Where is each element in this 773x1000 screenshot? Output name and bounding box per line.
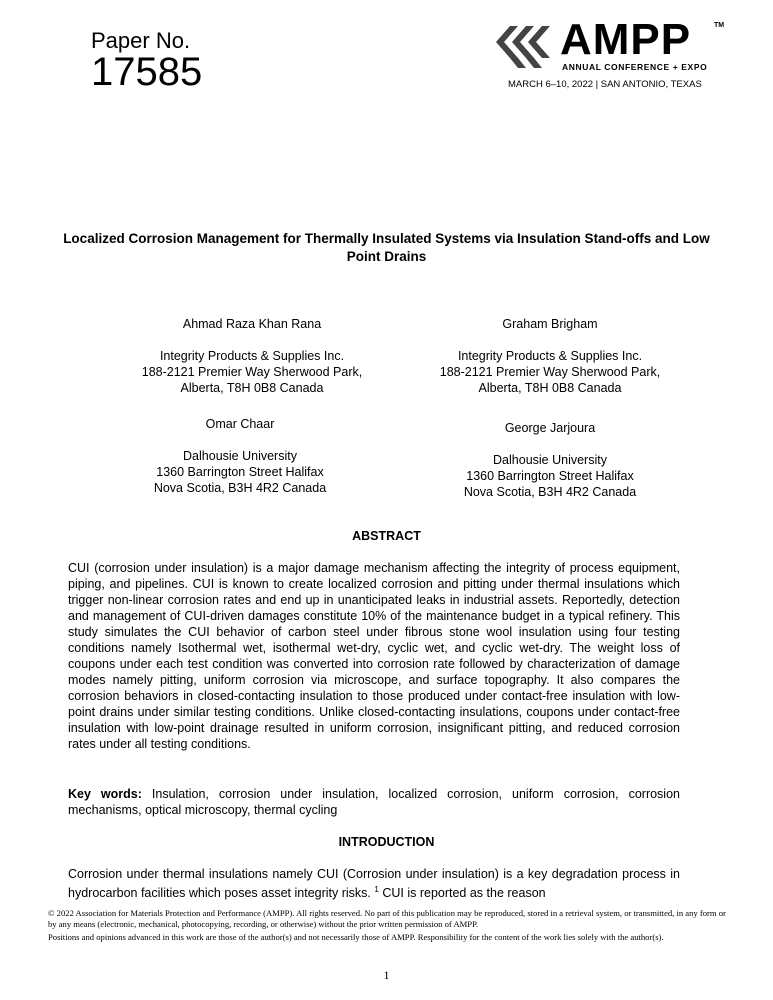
introduction-heading: INTRODUCTION — [338, 835, 435, 849]
author-affiliation — [100, 448, 380, 496]
disclaimer-notice: Positions and opinions advanced in this work are those of the author(s) and not necessarily those of AMPP. Responsibility for the content of the work lies solely with the author(s). — [48, 932, 664, 942]
author-name: George Jarjoura — [504, 421, 596, 435]
copyright-notice: © 2022 Association for Materials Protection and Performance (AMPP). All rights reserved. No part of this publication may be reproduced, stored in a retrieval system, or transmitted, in any form or by any means (electronic, mechanical, photocopying, recording, or otherwise) without the prior written permission of AMPP. — [48, 908, 726, 929]
author-name: Graham Brigham — [502, 317, 598, 331]
abstract-heading: ABSTRACT — [352, 529, 421, 543]
introduction-text — [68, 866, 680, 901]
author-block — [410, 420, 690, 500]
author-block — [112, 316, 392, 396]
keywords — [68, 786, 680, 818]
affiliation-line: Alberta, T8H 0B8 Canada — [478, 381, 622, 395]
page-number: 1 — [383, 968, 390, 982]
paper-title: Localized Corrosion Management for Thermally Insulated Systems via Insulation Stand-offs and Low Point Drains — [63, 231, 710, 264]
author-name: Omar Chaar — [205, 417, 275, 431]
affiliation-line: Integrity Products & Supplies Inc. — [159, 349, 345, 363]
conference-subtitle: ANNUAL CONFERENCE + EXPO — [562, 62, 708, 72]
affiliation-line: 1360 Barrington Street Halifax — [156, 465, 324, 479]
affiliation-line: Alberta, T8H 0B8 Canada — [180, 381, 324, 395]
author-affiliation — [410, 348, 690, 396]
introduction-text-start: Corrosion under thermal insulations namely CUI (Corrosion under insulation) is a key degradation process in hydrocarbon facilities which poses asset integrity risks. — [68, 867, 680, 901]
ampp-logo-text: AMPP — [560, 15, 692, 64]
keywords-label: Key words: — [68, 787, 142, 801]
paper-number: 17585 — [91, 50, 203, 94]
affiliation-line: 188-2121 Premier Way Sherwood Park, — [141, 365, 363, 379]
introduction-text-end: CUI is reported as the reason — [382, 886, 546, 901]
paper-number-label: Paper No. — [91, 28, 191, 53]
affiliation-line: Nova Scotia, B3H 4R2 Canada — [153, 481, 327, 495]
citation-superscript: 1 — [374, 885, 379, 894]
affiliation-line: 188-2121 Premier Way Sherwood Park, — [439, 365, 661, 379]
affiliation-line: 1360 Barrington Street Halifax — [466, 469, 634, 483]
author-block — [100, 416, 380, 496]
affiliation-line: Dalhousie University — [183, 449, 297, 463]
ampp-logo — [496, 15, 726, 94]
footer — [48, 908, 728, 946]
abstract-text: CUI (corrosion under insulation) is a major damage mechanism affecting the integrity of process equipment, piping, and pipelines. CUI is known to create localized corrosion and pitting under thermal insulations which trigger non-linear corrosion rates and end up in unanticipated leaks in industrial assets. Reportedly, detection and management of CUI-driven damages constitute 10% of the maintenance budget in a typical refinery. This study simulates the CUI behavior of carbon steel under fibrous stone wool insulation using four testing conditions namely Isothermal wet, isothermal wet-dry, cyclic wet, and cyclic wet-dry. The weight loss of coupons under each test condition was converted into corrosion rate followed by characterization of damage modes namely pitting, uniform corrosion via microscope, and surface topography. It also compares the corrosion behaviors in closed-contacting insulation to those produced under contact-free insulation with low-point drains under similar testing conditions. Unlike closed-contacting insulations, coupons under contact-free insulation with low-point drainage resulted in uniform corrosion, insignificant pitting, and reduced corrosion rates under all testing conditions. — [68, 561, 680, 751]
affiliation-line: Nova Scotia, B3H 4R2 Canada — [463, 485, 637, 499]
affiliation-line: Dalhousie University — [493, 453, 607, 467]
keywords-text: Insulation, corrosion under insulation, localized corrosion, uniform corrosion, corrosion mechanisms, optical microscopy, thermal cycling — [68, 787, 680, 817]
author-affiliation — [410, 452, 690, 500]
author-block — [410, 316, 690, 396]
author-name: Ahmad Raza Khan Rana — [182, 317, 322, 331]
trademark-mark: TM — [714, 22, 725, 29]
affiliation-line: Integrity Products & Supplies Inc. — [457, 349, 643, 363]
ampp-logo-mark-icon — [496, 20, 558, 76]
conference-date-location: MARCH 6–10, 2022 | SAN ANTONIO, TEXAS — [508, 79, 702, 90]
author-affiliation — [112, 348, 392, 396]
